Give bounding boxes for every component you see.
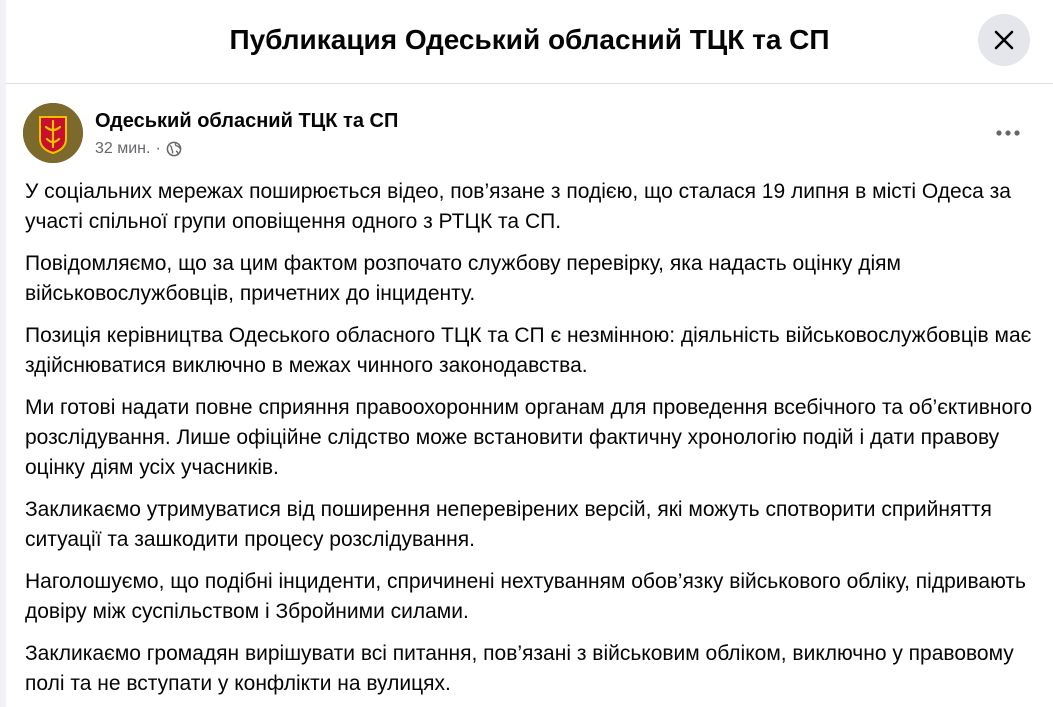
post-paragraph: Закликаємо громадян вирішувати всі питання, пов’язані з військовим обліком, виключно у правовому полі та не вступати у конфлікти на вулицях.	[25, 642, 1014, 695]
post-meta	[95, 139, 182, 159]
post-paragraph: Повідомляємо, що за цим фактом розпочато службову перевірку, яка надасть оцінку діям військовослужбовців, причетних до інциденту.	[25, 252, 901, 305]
globe-icon	[166, 141, 182, 157]
more-icon	[994, 124, 1022, 142]
post-paragraph: Закликаємо утримуватися від поширення неперевірених версій, які можуть спотворити сприйняття ситуації та зашкодити процесу розслідування.	[25, 498, 992, 551]
post	[6, 85, 1053, 707]
dialog-title: Публикация Одеський обласний ТЦК та СП	[229, 24, 830, 55]
meta-separator: ·	[155, 140, 161, 157]
dialog-header	[6, 0, 1053, 84]
post-time[interactable]: 32 мин.	[95, 140, 151, 157]
post-paragraph: Наголошуємо, що подібні інциденти, спричинені нехтуванням обов’язку військового обліку, підривають довіру між суспільством і Збройними силами.	[25, 570, 1026, 623]
post-paragraph: Позиція керівництва Одеського обласного ТЦК та СП є незмінною: діяльність військовослужбовців має здійснюватися виключно в межах чинного законодавства.	[25, 324, 1032, 377]
close-icon	[992, 28, 1016, 52]
close-button[interactable]	[978, 14, 1030, 66]
avatar[interactable]	[23, 103, 83, 163]
post-body	[25, 177, 1045, 707]
post-paragraph: У соціальних мережах поширюється відео, пов’язане з подією, що сталася 19 липня в місті Одеса за участі спільної групи оповіщення одного з РТЦК та СП.	[25, 180, 1011, 233]
author-name[interactable]: Одеський обласний ТЦК та СП	[95, 110, 399, 132]
more-options-button[interactable]	[988, 113, 1028, 153]
post-paragraph: Ми готові надати повне сприяння правоохоронним органам для проведення всебічного та об’єктивного розслідування. Лише офіційне слідство може встановити фактичну хронологію подій і дати правову оцінку діям усіх учасників.	[25, 396, 1033, 479]
emblem-icon	[23, 103, 83, 163]
